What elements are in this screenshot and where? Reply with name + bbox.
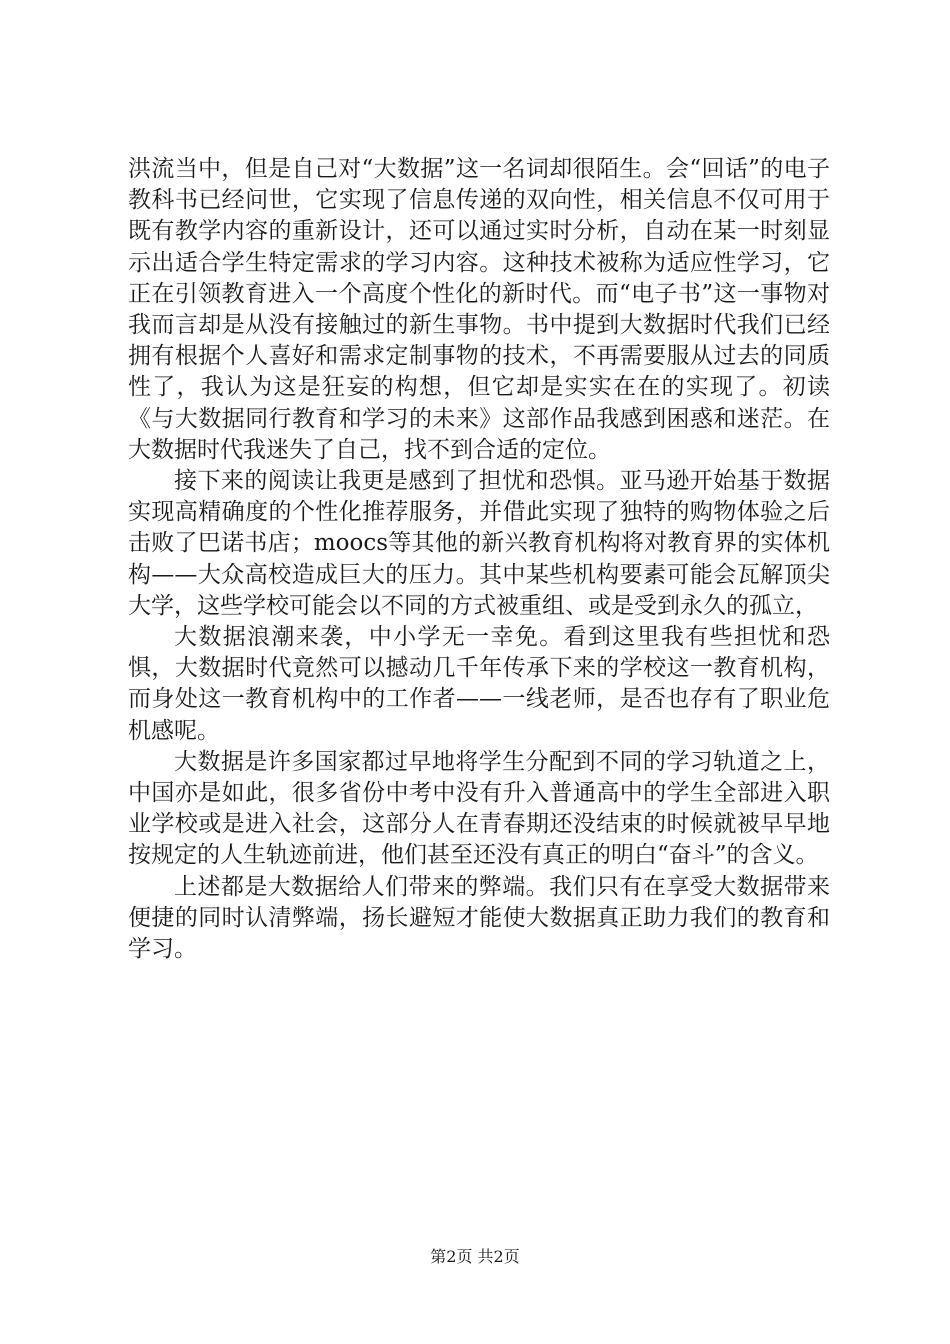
- paragraph-continued: 洪流当中，但是自己对“大数据”这一名词却很陌生。会“回话”的电子教科书已经问世，它实现了信息传递的双向性，相关信息不仅可用于既有教学内容的重新设计，还可以通过实时分析，自动在某一时刻显示出适合学生特定需求的学习内容。这种技术被称为适应性学习，它正在引领教育进入一个高度个性化的新时代。而“电子书”这一事物对我而言却是从没有接触过的新生事物。书中提到大数据时代我们已经拥有根据个人喜好和需求定制事物的技术，不再需要服从过去的同质性了，我认为这是狂妄的构想，但它却是实实在在的实现了。初读《与大数据同行教育和学习的未来》这部作品我感到困惑和迷茫。在大数据时代我迷失了自己，找不到合适的定位。: [128, 156, 830, 463]
- page-footer: 第2页 共2页: [430, 1247, 520, 1266]
- paragraph: 大数据是许多国家都过早地将学生分配到不同的学习轨道之上，中国亦是如此，很多省份中考中没有升入普通高中的学生全部进入职业学校或是进入社会，这部分人在青春期还没结束的时候就被早早地按规定的人生轨迹前进，他们甚至还没有真正的明白“奋斗”的含义。: [128, 748, 830, 869]
- paragraph: 大数据浪潮来袭，中小学无一幸免。看到这里我有些担忧和恐惧，大数据时代竟然可以撼动几千年传承下来的学校这一教育机构，而身处这一教育机构中的工作者——一线老师，是否也存有了职业危机感呢。: [128, 624, 830, 744]
- document-body: [128, 154, 830, 965]
- paragraph: 接下来的阅读让我更是感到了担忧和恐惧。亚马逊开始基于数据实现高精确度的个性化推荐服务，并借此实现了独特的购物体验之后击败了巴诺书店；moocs等其他的新兴教育机构将对教育界的实体机构——大众高校造成巨大的压力。其中某些机构要素可能会瓦解顶尖大学，这些学校可能会以不同的方式被重组、或是受到永久的孤立，: [128, 468, 830, 619]
- paragraph: 上述都是大数据给人们带来的弊端。我们只有在享受大数据带来便捷的同时认清弊端，扬长避短才能使大数据真正助力我们的教育和学习。: [128, 873, 830, 963]
